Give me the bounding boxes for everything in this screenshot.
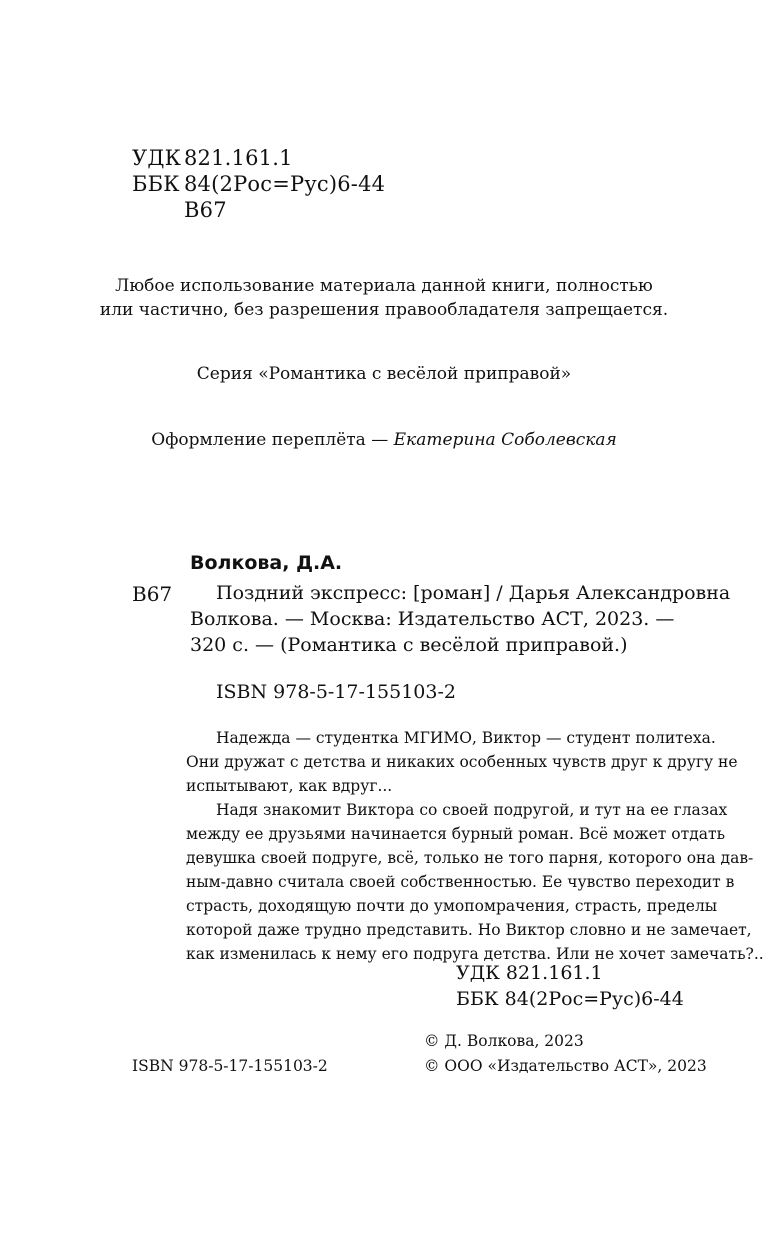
udk-value: 821.161.1: [184, 146, 293, 170]
bbk-bottom: ББК 84(2Рос=Рус)6-44: [456, 988, 684, 1010]
udk-bottom: УДК 821.161.1: [456, 962, 603, 984]
annotation-line: между ее друзьями начинается бурный роман. Всё может отдать: [186, 825, 726, 843]
annotation-line: Надя знакомит Виктора со своей подругой, и тут на ее глазах: [216, 801, 728, 819]
udk-label: УДК: [132, 146, 182, 170]
annotation-line: девушка своей подруге, всё, только не того парня, которого она дав-: [186, 849, 754, 867]
isbn-main: ISBN 978-5-17-155103-2: [216, 681, 456, 703]
annotation-line: испытывают, как вдруг...: [186, 777, 393, 795]
copyright-notice-line2: или частично, без разрешения правообладателя запрещается.: [99, 300, 669, 320]
bib-line-3: 320 с. — (Романтика с весёлой приправой.): [190, 634, 628, 656]
bib-line-1: Поздний экспресс: [роман] / Дарья Александровна: [216, 582, 731, 604]
copyright-notice-line1: Любое использование материала данной книги, полностью: [115, 276, 653, 296]
bbk-label: ББК: [132, 172, 180, 196]
bib-line-2: Волкова. — Москва: Издательство АСТ, 2023. —: [190, 608, 675, 630]
series-line: Серия «Романтика с весёлой приправой»: [196, 364, 572, 384]
isbn-bottom: ISBN 978-5-17-155103-2: [132, 1057, 328, 1075]
annotation-line: Надежда — студентка МГИМО, Виктор — студент политеха.: [216, 729, 716, 747]
copyright-author: © Д. Волкова, 2023: [424, 1032, 584, 1050]
bib-code: В67: [132, 582, 173, 606]
annotation-line: как изменилась к нему его подруга детства. Или не хочет замечать?..: [186, 945, 764, 963]
copyright-publisher: © ООО «Издательство АСТ», 2023: [424, 1057, 707, 1075]
cover-designer-name: Екатерина Соболевская: [393, 430, 617, 450]
cover-design-credit: [0, 430, 768, 450]
author-heading: Волкова, Д.А.: [190, 552, 343, 574]
annotation-line: ным-давно считала своей собственностью. Ее чувство переходит в: [186, 873, 735, 891]
bbk-value: 84(2Рос=Рус)6-44: [184, 172, 386, 196]
annotation-line: страсть, доходящую почти до умопомрачения, страсть, пределы: [186, 897, 718, 915]
annotation-line: которой даже трудно представить. Но Виктор словно и не замечает,: [186, 921, 752, 939]
annotation-line: Они дружат с детства и никаких особенных чувств друг к другу не: [186, 753, 738, 771]
author-mark: В67: [184, 198, 227, 222]
cover-design-label: Оформление переплёта —: [151, 430, 389, 450]
